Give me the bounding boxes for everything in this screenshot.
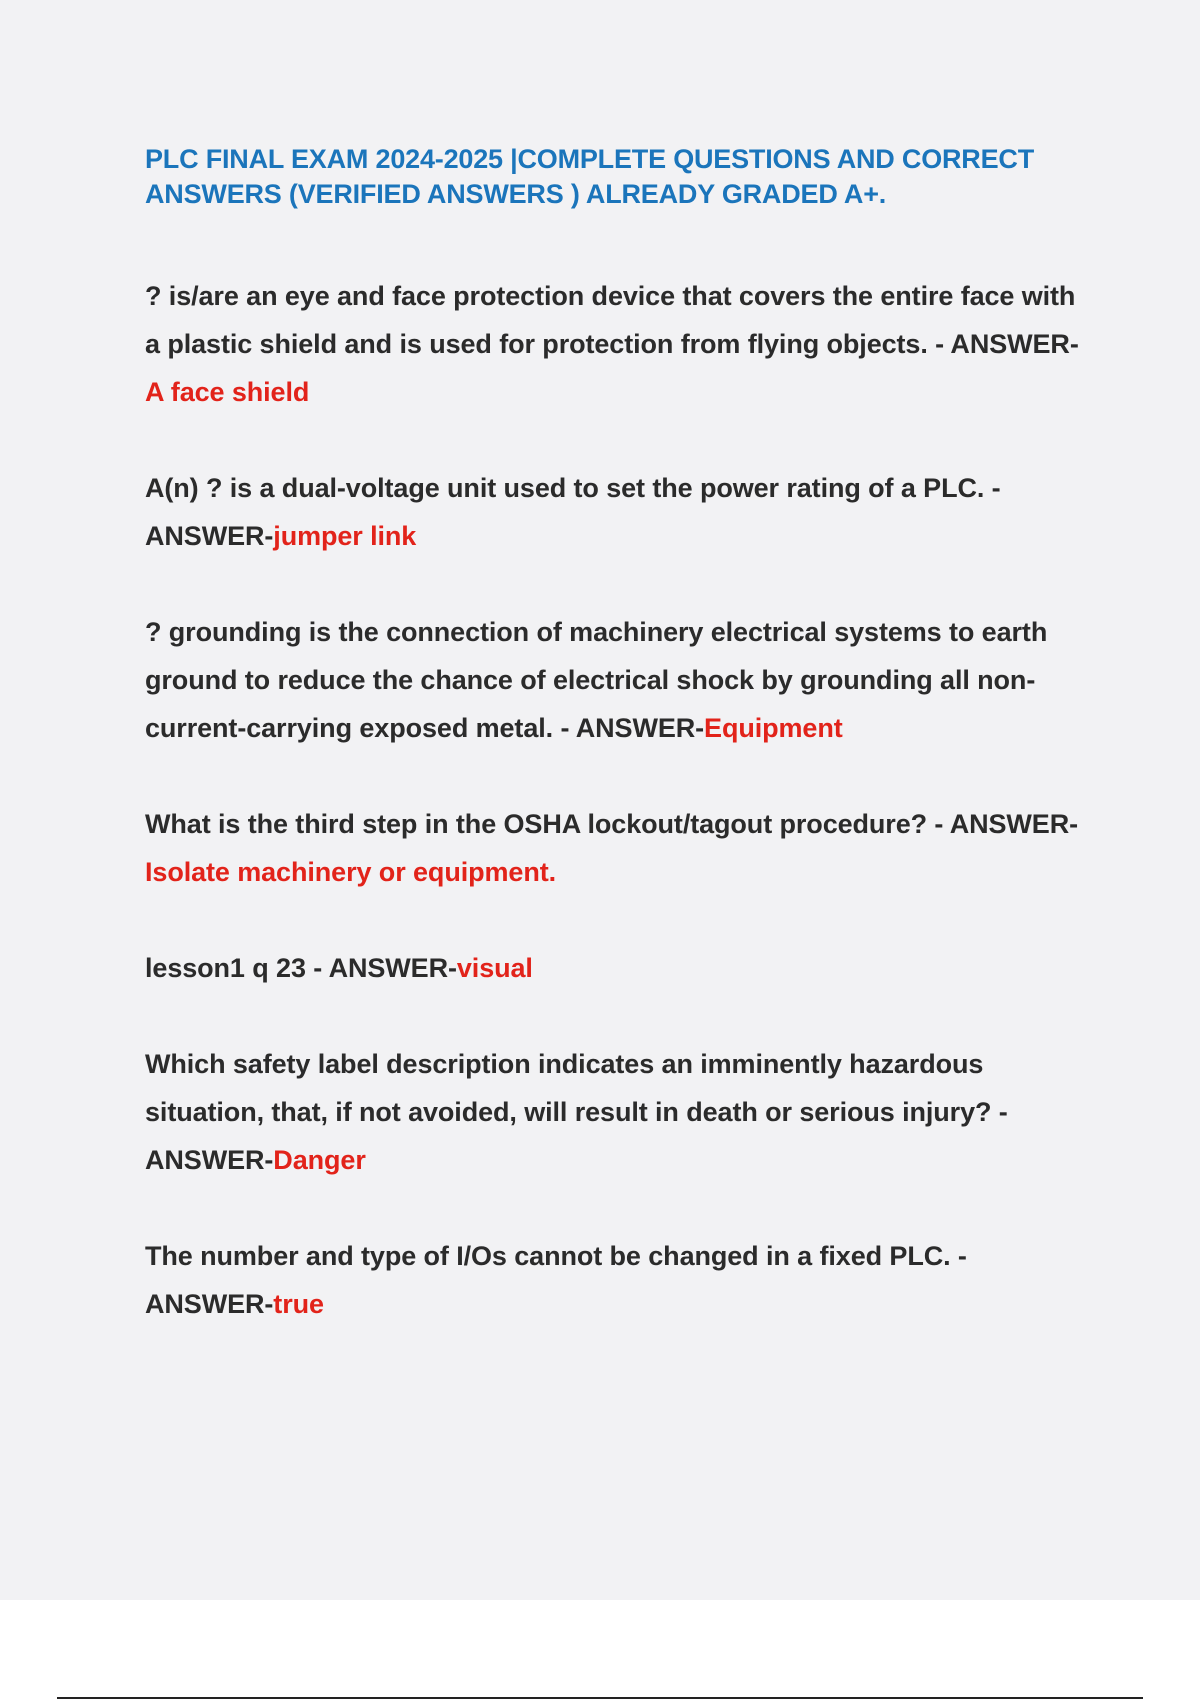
qa-item-3	[145, 608, 1095, 752]
qa-item-6	[145, 1040, 1095, 1184]
answer-text: visual	[456, 953, 533, 983]
question-text: A(n) ? is a dual-voltage unit used to set the power rating of a PLC. - ANSWER-	[145, 473, 1001, 551]
answer-text: Danger	[273, 1145, 366, 1175]
document-content	[145, 142, 1095, 1376]
question-text: lesson1 q 23 - ANSWER-	[145, 953, 457, 983]
answer-text: jumper link	[273, 521, 417, 551]
question-text: ? is/are an eye and face protection device that covers the entire face with a plastic shield and is used for protection from flying objects. - ANSWER-	[145, 281, 1079, 359]
answer-text: Isolate machinery or equipment.	[145, 857, 557, 887]
footer-divider	[57, 1697, 1143, 1699]
qa-item-5	[145, 944, 1095, 992]
qa-list	[145, 272, 1095, 1328]
qa-item-2	[145, 464, 1095, 560]
document-title: PLC FINAL EXAM 2024-2025 |COMPLETE QUESTIONS AND CORRECT ANSWERS (VERIFIED ANSWERS ) ALREADY GRADED A+.	[145, 144, 1035, 209]
answer-text: A face shield	[145, 377, 310, 407]
answer-text: Equipment	[704, 713, 843, 743]
question-text: Which safety label description indicates an imminently hazardous situation, that, if not avoided, will result in death or serious injury? - ANSWER-	[145, 1049, 1008, 1175]
question-text: The number and type of I/Os cannot be changed in a fixed PLC. - ANSWER-	[145, 1241, 967, 1319]
question-text: ? grounding is the connection of machinery electrical systems to earth ground to reduce the chance of electrical shock by grounding all non-current-carrying exposed metal. - ANSWER-	[145, 617, 1048, 743]
qa-item-1	[145, 272, 1095, 416]
question-text: What is the third step in the OSHA lockout/tagout procedure? - ANSWER-	[145, 809, 1079, 839]
qa-item-4	[145, 800, 1095, 896]
qa-item-7	[145, 1232, 1095, 1328]
answer-text: true	[273, 1289, 324, 1319]
